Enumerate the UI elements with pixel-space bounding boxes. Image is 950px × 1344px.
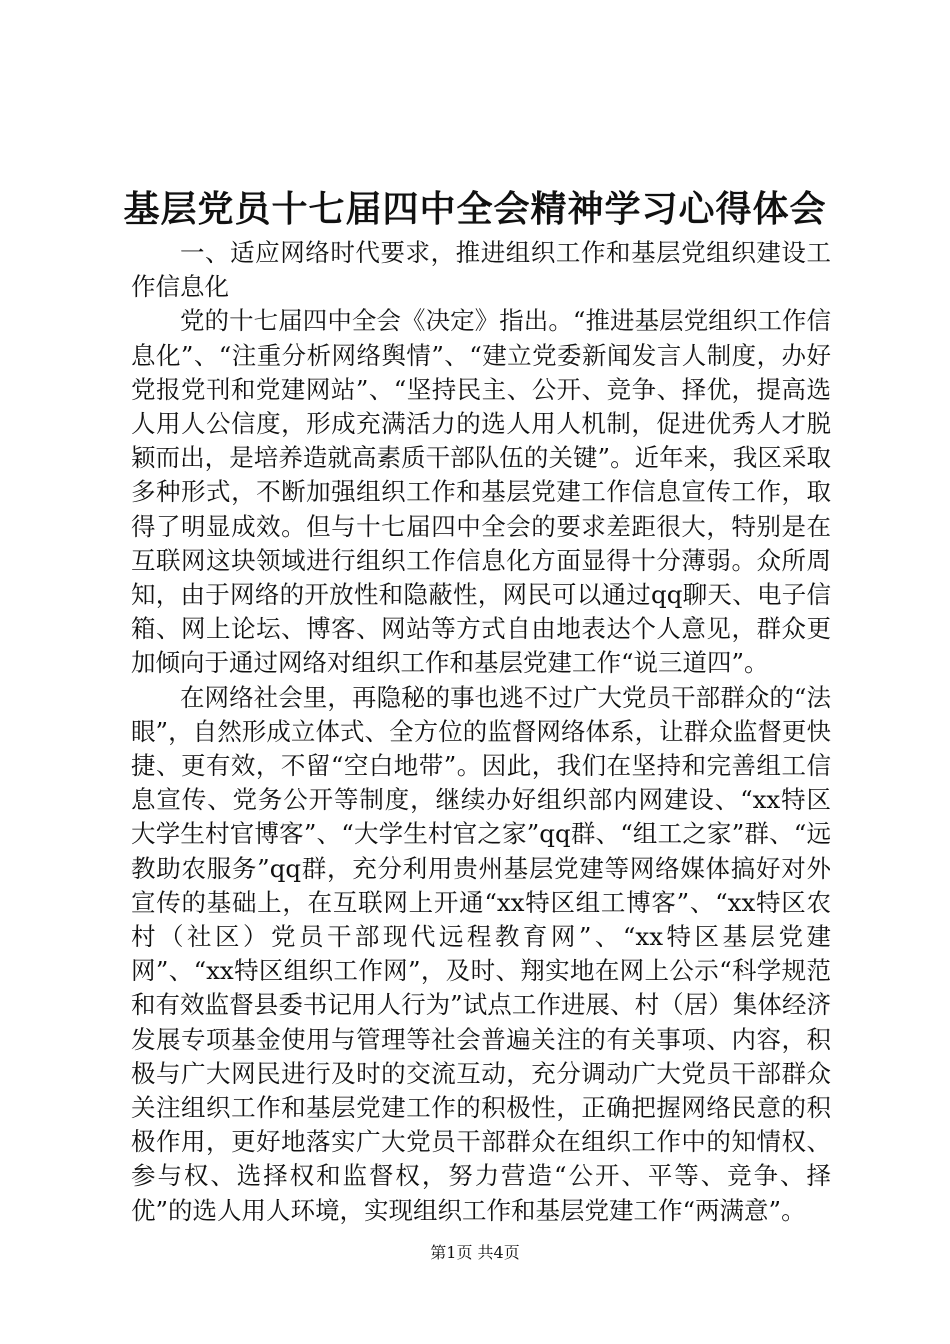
page-number-footer: 第1页 共4页 — [430, 1243, 520, 1262]
document-body — [131, 236, 831, 1228]
document-title: 基层党员十七届四中全会精神学习心得体会 — [123, 188, 827, 230]
paragraph-decision: 党的十七届四中全会《决定》指出。“推进基层党组织工作信息化”、“注重分析网络舆情”、“建立党委新闻发言人制度，办好党报党刊和党建网站”、“坚持民主、公开、竞争、择优，提高选人用人公信度，形成充满活力的选人用人机制，促进优秀人才脱颖而出，是培养造就高素质干部队伍的关键”。近年来，我区采取多种形式，不断加强组织工作和基层党建工作信息宣传工作，取得了明显成效。但与十七届四中全会的要求差距很大，特别是在互联网这块领域进行组织工作信息化方面显得十分薄弱。众所周知，由于网络的开放性和隐蔽性，网民可以通过qq聊天、电子信箱、网上论坛、博客、网站等方式自由地表达个人意见，群众更加倾向于通过网络对组织工作和基层党建工作“说三道四”。 — [131, 306, 831, 678]
paragraph-section-heading: 一、适应网络时代要求，推进组织工作和基层党组织建设工作信息化 — [131, 238, 831, 302]
paragraph-network-society: 在网络社会里，再隐秘的事也逃不过广大党员干部群众的“法眼”，自然形成立体式、全方位的监督网络体系，让群众监督更快捷、更有效，不留“空白地带”。因此，我们在坚持和完善组工信息宣传、党务公开等制度，继续办好组织部内网建设、“xx特区大学生村官博客”、“大学生村官之家”qq群、“组工之家”群、“远教助农服务”qq群，充分利用贵州基层党建等网络媒体搞好对外宣传的基础上，在互联网上开通“xx特区组工博客”、“xx特区农村（社区）党员干部现代远程教育网”、“xx特区基层党建网”、“xx特区组织工作网”，及时、翔实地在网上公示“科学规范和有效监督县委书记用人行为”试点工作进展、村（居）集体经济发展专项基金使用与管理等社会普遍关注的有关事项、内容，积极与广大网民进行及时的交流互动，充分调动广大党员干部群众关注组织工作和基层党建工作的积极性，正确把握网络民意的积极作用，更好地落实广大党员干部群众在组织工作中的知情权、参与权、选择权和监督权，努力营造“公开、平等、竞争、择优”的选人用人环境，实现组织工作和基层党建工作“两满意”。 — [131, 682, 831, 1225]
